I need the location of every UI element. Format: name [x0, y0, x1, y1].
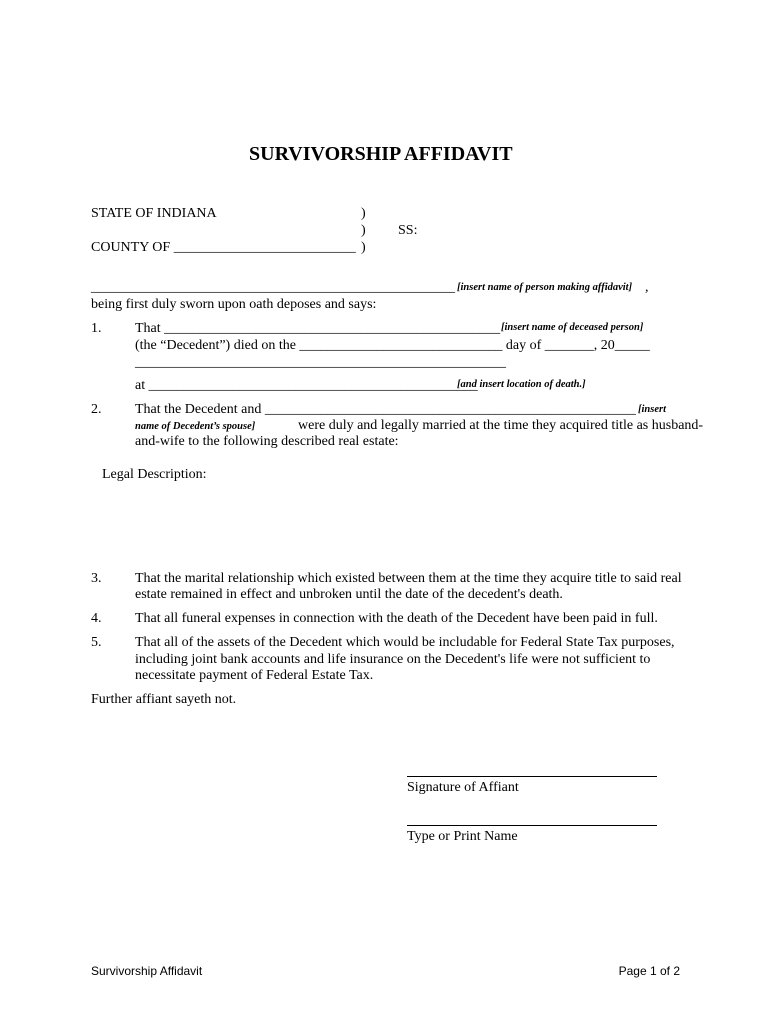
print-name-line[interactable] [407, 825, 657, 826]
item-5-line-2: including joint bank accounts and life insurance on the Decedent's life were not sufficient to [135, 652, 651, 667]
county-label: COUNTY OF __________________________ [91, 240, 356, 255]
item-4-number: 4. [91, 611, 102, 626]
item-5-number: 5. [91, 635, 102, 650]
sworn-statement: being first duly sworn upon oath deposes and says: [91, 297, 377, 312]
legal-description-label: Legal Description: [102, 467, 207, 482]
item-1-note-deceased: [insert name of deceased person] [501, 322, 644, 333]
item-1-line-3: _____________________________________________________ [135, 355, 506, 370]
item-5-line-1: That all of the assets of the Decedent which would be includable for Federal State Tax purposes, [135, 635, 675, 650]
affiant-name-blank: ____________________________________________________ [91, 280, 455, 295]
item-3-line-1: That the marital relationship which existed between them at the time they acquire title to said real [135, 571, 682, 586]
item-2-note-b: name of Decedent’s spouse] [135, 421, 256, 432]
item-4-line-1: That all funeral expenses in connection with the death of the Decedent have been paid in full. [135, 611, 658, 626]
item-1-number: 1. [91, 321, 102, 336]
item-2-line-3: and-wife to the following described real estate: [135, 434, 399, 449]
signature-label: Signature of Affiant [407, 780, 519, 795]
item-1-line-4: at _______________________________________________ [135, 378, 478, 393]
affiant-note: [insert name of person making affidavit] [457, 282, 633, 293]
item-2-line-1: That the Decedent and _____________________________________________________ [135, 402, 636, 417]
item-1-note-location: [and insert location of death.] [457, 379, 586, 390]
print-name-label: Type or Print Name [407, 829, 518, 844]
footer-document-name: Survivorship Affidavit [91, 964, 203, 978]
item-2-line-2: were duly and legally married at the time they acquired title as husband- [298, 418, 704, 433]
item-2-number: 2. [91, 402, 102, 417]
item-5-line-3: necessitate payment of Federal Estate Tax. [135, 668, 374, 683]
affiant-comma: , [645, 280, 649, 295]
item-1-line-2: (the “Decedent”) died on the _____________________________ day of _______, 20_____ [135, 338, 650, 353]
document-title: SURVIVORSHIP AFFIDAVIT [249, 143, 513, 165]
venue-paren-1: ) [361, 206, 366, 221]
item-1-line-1: That ________________________________________________ [135, 321, 501, 336]
signature-line[interactable] [407, 776, 657, 777]
footer-page-number: Page 1 of 2 [618, 964, 680, 978]
item-3-number: 3. [91, 571, 102, 586]
item-2-note-a: [insert [638, 404, 667, 415]
item-3-line-2: estate remained in effect and unbroken until the date of the decedent's death. [135, 587, 563, 602]
ss-label: SS: [398, 223, 418, 238]
venue-paren-2: ) [361, 223, 366, 238]
venue-paren-3: ) [361, 240, 366, 255]
state-label: STATE OF INDIANA [91, 206, 217, 221]
closing-statement: Further affiant sayeth not. [91, 692, 237, 707]
